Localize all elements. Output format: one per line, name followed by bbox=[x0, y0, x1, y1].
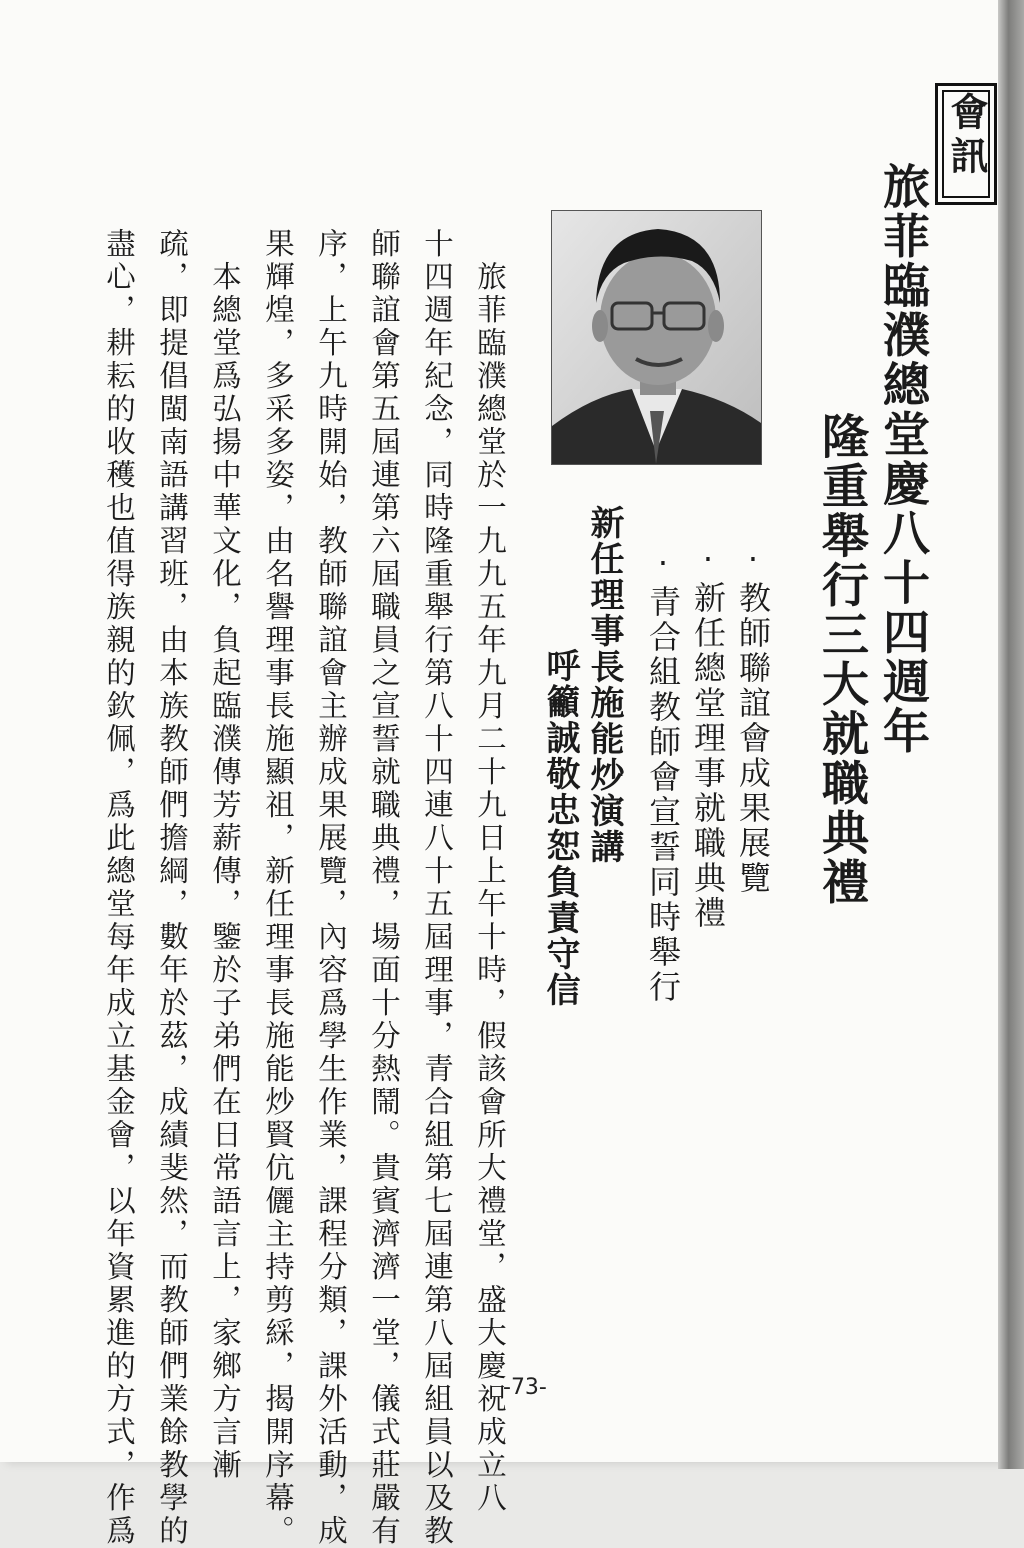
body-column: 十四週年紀念，同時隆重舉行第八十四連八十五屆理事，青合組第七屆連第八屆組員以及教 bbox=[420, 228, 454, 1548]
book-spine-edge bbox=[998, 0, 1024, 1469]
body-column: 序，上午九時開始，教師聯誼會主辦成果展覽，內容爲學生作業，課程分類，課外活動，成 bbox=[314, 228, 348, 1548]
bullet-item: ·青合組教師會宣誓同時舉行 bbox=[644, 544, 682, 1005]
body-column: 果輝煌，多采多姿，由名譽理事長施顯祖，新任理事長施能炒賢伉儷主持剪綵，揭開序幕。 bbox=[261, 228, 295, 1548]
body-column: 疏，即提倡閩南語講習班，由本族教師們擔綱，數年於茲，成績斐然，而教師們業餘教學的 bbox=[155, 228, 189, 1548]
bullet-item: ·教師聯誼會成果展覽 bbox=[734, 540, 772, 896]
body-column: 本總堂爲弘揚中華文化，負起臨濮傳芳薪傳，鑒於子弟們在日常語言上，家鄉方言漸 bbox=[208, 228, 242, 1482]
bullet-item: ·新任總堂理事就職典禮 bbox=[689, 540, 727, 931]
headline-line-1: 旅菲臨濮總堂慶八十四週年 bbox=[875, 162, 930, 756]
section-tag: 會訊 bbox=[944, 92, 988, 180]
body-column: 旅菲臨濮總堂於一九九五年九月二十九日上午十時，假該會所大禮堂，盛大慶祝成立八 bbox=[473, 228, 507, 1515]
portrait-photo bbox=[551, 210, 762, 465]
photo-caption-line-2: 呼籲誠敬忠恕負責守信 bbox=[540, 648, 580, 1008]
bullet-list bbox=[640, 540, 775, 1005]
body-column: 師聯誼會第五屆連第六屆職員之宣誓就職典禮，場面十分熱鬧。貴賓濟濟一堂，儀式莊嚴有 bbox=[367, 228, 401, 1548]
headline-line-2: 隆重舉行三大就職典禮 bbox=[814, 412, 869, 907]
page-number: -73- bbox=[503, 1375, 547, 1400]
photo-caption-line-1: 新任理事長施能炒演講 bbox=[584, 505, 624, 865]
body-column: 盡心，耕耘的收穫也值得族親的欽佩，爲此總堂每年成立基金會，以年資累進的方式，作爲 bbox=[102, 228, 136, 1548]
